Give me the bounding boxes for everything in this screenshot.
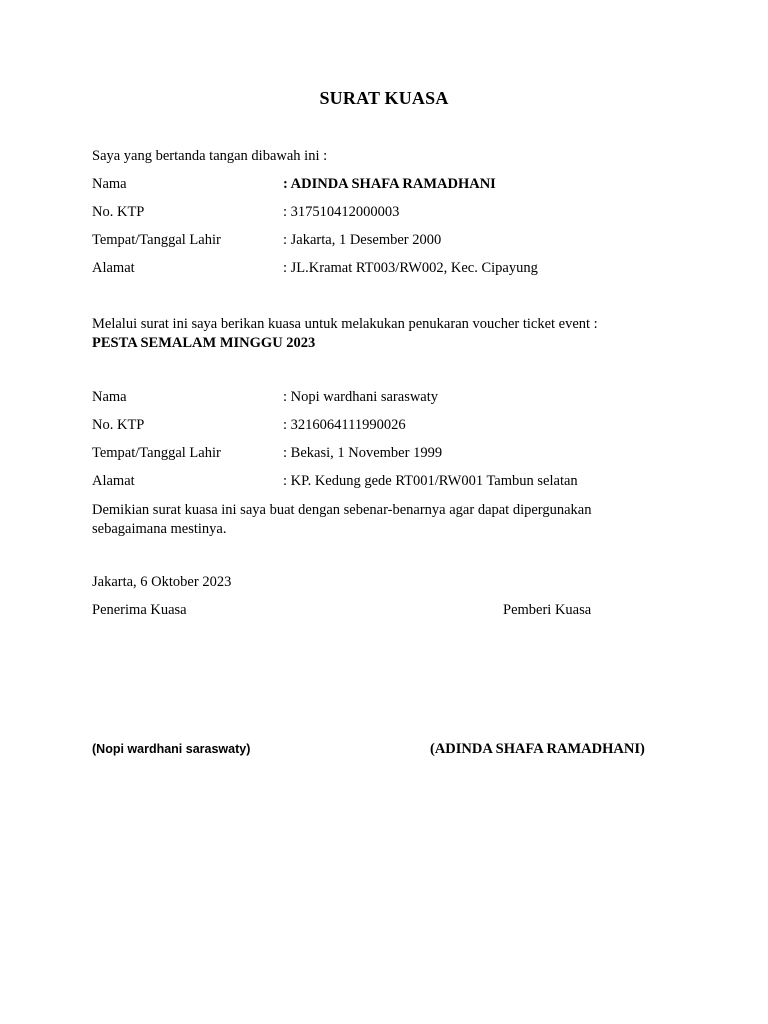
- grantee-birth-label: Tempat/Tanggal Lahir: [92, 445, 221, 461]
- grantee-name-label: Nama: [92, 389, 127, 405]
- grantee-address-label: Alamat: [92, 473, 135, 489]
- giver-signature-name: (ADINDA SHAFA RAMADHANI): [430, 741, 645, 757]
- grantor-birth-value: : Jakarta, 1 Desember 2000: [283, 232, 442, 248]
- purpose-text: Melalui surat ini saya berikan kuasa untuk melakukan penukaran voucher ticket event :: [92, 316, 598, 332]
- grantor-address-value: : JL.Kramat RT003/RW002, Kec. Cipayung: [283, 260, 538, 276]
- giver-title: Pemberi Kuasa: [503, 602, 592, 618]
- grantee-ktp-label: No. KTP: [92, 417, 145, 433]
- grantor-ktp-label: No. KTP: [92, 204, 145, 220]
- grantee-address-value: : KP. Kedung gede RT001/RW001 Tambun selatan: [283, 473, 578, 489]
- receiver-signature-name: (Nopi wardhani saraswaty): [92, 742, 251, 756]
- place-date: Jakarta, 6 Oktober 2023: [92, 574, 232, 590]
- grantee-birth-value: : Bekasi, 1 November 1999: [283, 445, 443, 461]
- grantor-name-value: : ADINDA SHAFA RAMADHANI: [283, 176, 496, 192]
- grantee-name-value: : Nopi wardhani saraswaty: [283, 389, 439, 405]
- grantor-ktp-value: : 317510412000003: [283, 204, 400, 220]
- receiver-title: Penerima Kuasa: [92, 602, 187, 618]
- document-title: SURAT KUASA: [319, 88, 449, 108]
- closing-paragraph: Demikian surat kuasa ini saya buat dengan sebenar-benarnya agar dapat dipergunakan sebagaimana mestinya.: [92, 502, 592, 537]
- grantor-name-label: Nama: [92, 176, 127, 192]
- grantor-address-label: Alamat: [92, 260, 135, 276]
- grantor-birth-label: Tempat/Tanggal Lahir: [92, 232, 221, 248]
- intro-text: Saya yang bertanda tangan dibawah ini :: [92, 148, 328, 164]
- grantee-ktp-value: : 3216064111990026: [283, 417, 406, 433]
- event-name: PESTA SEMALAM MINGGU 2023: [92, 335, 316, 351]
